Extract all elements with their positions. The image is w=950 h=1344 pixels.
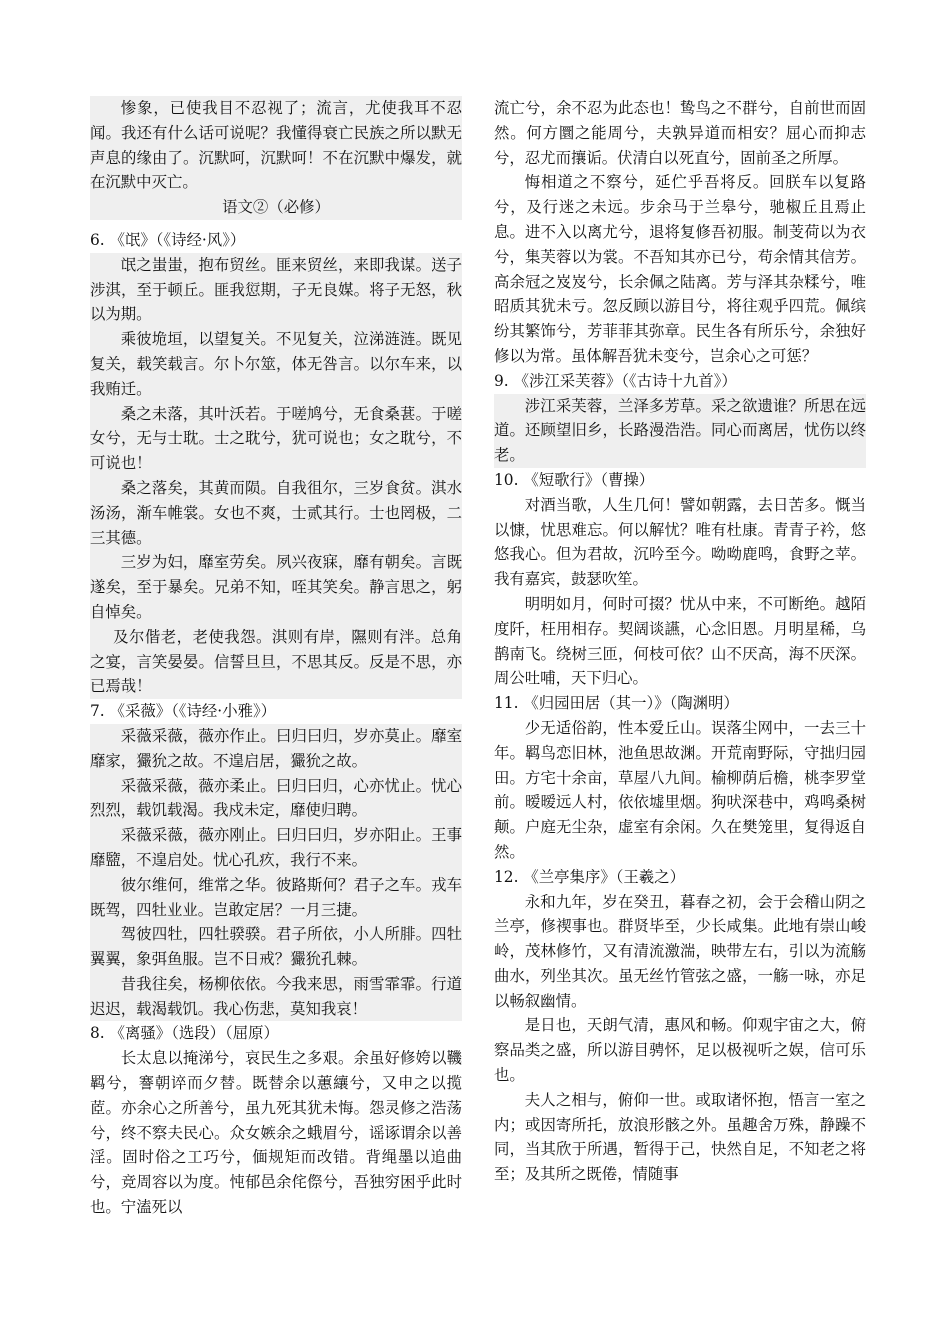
section-9 bbox=[494, 369, 866, 468]
section-12 bbox=[494, 865, 866, 1187]
section-heading: 12. 《兰亭集序》（王羲之） bbox=[494, 867, 685, 886]
poem-stanza: 桑之未落，其叶沃若。于嗟鸠兮，无食桑葚。于嗟女兮，无与士耽。士之耽兮，犹可说也；女之耽兮，不可说也！ bbox=[90, 404, 462, 473]
prose-paragraph: 永和九年，岁在癸丑，暮春之初，会于会稽山阴之兰亭，修禊事也。群贤毕至，少长咸集。此地有崇山峻岭，茂林修竹，又有清流激湍，映带左右，引以为流觞曲水，列坐其次。虽无丝竹管弦之盛，一觞一咏，亦足以畅叙幽情。 bbox=[494, 892, 866, 1010]
poem-stanza: 桑之落矣，其黄而陨。自我徂尔，三岁食贫。淇水汤汤，渐车帷裳。女也不爽，士贰其行。士也罔极，二三其德。 bbox=[90, 478, 462, 547]
section-6 bbox=[90, 228, 462, 699]
section-heading: 7. 《采薇》（《诗经·小雅》） bbox=[90, 702, 277, 721]
poem-text bbox=[90, 253, 462, 699]
prose-paragraph: 夫人之相与，俯仰一世。或取诸怀抱，悟言一室之内；或因寄所托，放浪形骸之外。虽趣舍万殊，静躁不同，当其欣于所遇，暂得于己，快然自足，不知老之将至；及其所之既倦，情随事 bbox=[494, 1090, 866, 1184]
prose-paragraph: 是日也，天朗气清，惠风和畅。仰观宇宙之大，俯察品类之盛，所以游目骋怀，足以极视听之娱，信可乐也。 bbox=[494, 1016, 866, 1085]
poem-stanza: 采薇采薇，薇亦刚止。曰归曰归，岁亦阳止。王事靡盬，不遑启处。忧心孔疚，我行不来。 bbox=[90, 826, 462, 869]
poem-text-continued: 流亡兮，余不忍为此态也！鸷鸟之不群兮，自前世而固然。何方圜之能周兮，夫孰异道而相安？屈心而抑志兮，忍尤而攘诟。伏清白以死直兮，固前圣之所厚。 bbox=[494, 99, 866, 167]
poem-stanza: 三岁为妇，靡室劳矣。夙兴夜寐，靡有朝矣。言既遂矣，至于暴矣。兄弟不知，咥其笑矣。静言思之，躬自悼矣。 bbox=[90, 553, 462, 621]
poem-stanza: 驾彼四牡，四牡骙骙。君子所依，小人所腓。四牡翼翼，象弭鱼服。岂不日戒？玁狁孔棘。 bbox=[90, 925, 462, 969]
section-heading: 10. 《短歌行》（曹操） bbox=[494, 470, 655, 489]
poem-stanza: 氓之蚩蚩，抱布贸丝。匪来贸丝，来即我谋。送子涉淇，至于顿丘。匪我愆期，子无良媒。将子无怒，秋以为期。 bbox=[90, 255, 462, 324]
section-10 bbox=[494, 468, 866, 691]
intro-paragraph: 惨象，已使我目不忍视了；流言，尤使我耳不忍闻。我还有什么话可说呢？我懂得衰亡民族之所以默无声息的缘由了。沉默呵，沉默呵！不在沉默中爆发，就在沉默中灭亡。 bbox=[90, 99, 462, 192]
poem-stanza: 及尔偕老，老使我怨。淇则有岸，隰则有泮。总角之宴，言笑晏晏。信誓旦旦，不思其反。反是不思，亦已焉哉！ bbox=[90, 627, 462, 696]
section-8 bbox=[90, 1021, 462, 1219]
section-7 bbox=[90, 699, 462, 1021]
section-heading: 6. 《氓》（《诗经·风》） bbox=[90, 230, 246, 249]
section-11 bbox=[494, 691, 866, 865]
poem-stanza: 涉江采芙蓉，兰泽多芳草。采之欲遗谁？所思在远道。还顾望旧乡，长路漫浩浩。同心而离居，忧伤以终老。 bbox=[494, 396, 866, 465]
poem-stanza: 对酒当歌，人生几何！譬如朝露，去日苦多。慨当以慷，忧思难忘。何以解忧？唯有杜康。青青子衿，悠悠我心。但为君故，沉吟至今。呦呦鹿鸣，食野之苹。我有嘉宾，鼓瑟吹笙。 bbox=[494, 495, 866, 589]
poem-text-continued: 悔相道之不察兮，延伫乎吾将反。回朕车以复路兮，及行迷之未远。步余马于兰皋兮，驰椒丘且焉止息。进不入以离尤兮，退将复修吾初服。制芰荷以为衣兮，集芙蓉以为裳。不吾知其亦已兮，苟余情其信芳。高余冠之岌岌兮，长余佩之陆离。芳与泽其杂糅兮，唯昭质其犹未亏。忽反顾以游目兮，将往观乎四荒。佩缤纷其繁饰兮，芳菲菲其弥章。民生各有所乐兮，余独好修以为常。虽体解吾犹未变兮，岂余心之可惩？ bbox=[494, 173, 866, 365]
poem-stanza: 明明如月，何时可掇？忧从中来，不可断绝。越陌度阡，枉用相存。契阔谈讌，心念旧恩。月明星稀，乌鹊南飞。绕树三匝，何枝可依？山不厌高，海不厌深。周公吐哺，天下归心。 bbox=[494, 594, 866, 688]
section-heading: 9. 《涉江采芙蓉》（《古诗十九首》） bbox=[494, 371, 737, 390]
volume-title: 语文②（必修） bbox=[222, 198, 330, 217]
right-column bbox=[494, 96, 866, 1187]
poem-stanza: 少无适俗韵，性本爱丘山。误落尘网中，一去三十年。羁鸟恋旧林，池鱼思故渊。开荒南野际，守拙归园田。方宅十余亩，草屋八九间。榆柳荫后檐，桃李罗堂前。暧暧远人村，依依墟里烟。狗吠深巷中，鸡鸣桑树颠。户庭无尘杂，虚室有余闲。久在樊笼里，复得返自然。 bbox=[494, 718, 866, 861]
left-column bbox=[90, 96, 462, 1220]
poem-stanza: 昔我往矣，杨柳依依。今我来思，雨雪霏霏。行道迟迟，载渴载饥。我心伤悲，莫知我哀！ bbox=[90, 974, 462, 1018]
poem-stanza: 乘彼垝垣，以望复关。不见复关，泣涕涟涟。既见复关，载笑载言。尔卜尔筮，体无咎言。以尔车来，以我贿迁。 bbox=[90, 330, 462, 398]
poem-text bbox=[494, 394, 866, 468]
section-heading: 8. 《离骚》（选段）（屈原） bbox=[90, 1024, 279, 1043]
section-heading: 11. 《归园田居（其一）》（陶渊明） bbox=[494, 694, 739, 713]
poem-text bbox=[90, 724, 462, 1022]
poem-stanza: 彼尔维何，维常之华。彼路斯何？君子之车。戎车既驾，四牡业业。岂敢定居？一月三捷。 bbox=[90, 875, 462, 919]
intro-block bbox=[90, 96, 462, 220]
poem-stanza: 采薇采薇，薇亦柔止。曰归曰归，心亦忧止。忧心烈烈，载饥载渴。我戍未定，靡使归聘。 bbox=[90, 776, 462, 820]
poem-text: 长太息以掩涕兮，哀民生之多艰。余虽好修姱以鞿羁兮，謇朝谇而夕替。既替余以蕙纕兮，又申之以揽茝。亦余心之所善兮，虽九死其犹未悔。怨灵修之浩荡兮，终不察夫民心。众女嫉余之蛾眉兮，谣诼谓余以善淫。固时俗之工巧兮，偭规矩而改错。背绳墨以追曲兮，竞周容以为度。忳郁邑余侘傺兮，吾独穷困乎此时也。宁溘死以 bbox=[90, 1049, 462, 1217]
poem-stanza: 采薇采薇，薇亦作止。曰归曰归，岁亦莫止。靡室靡家，玁狁之故。不遑启居，玁狁之故。 bbox=[90, 726, 462, 770]
